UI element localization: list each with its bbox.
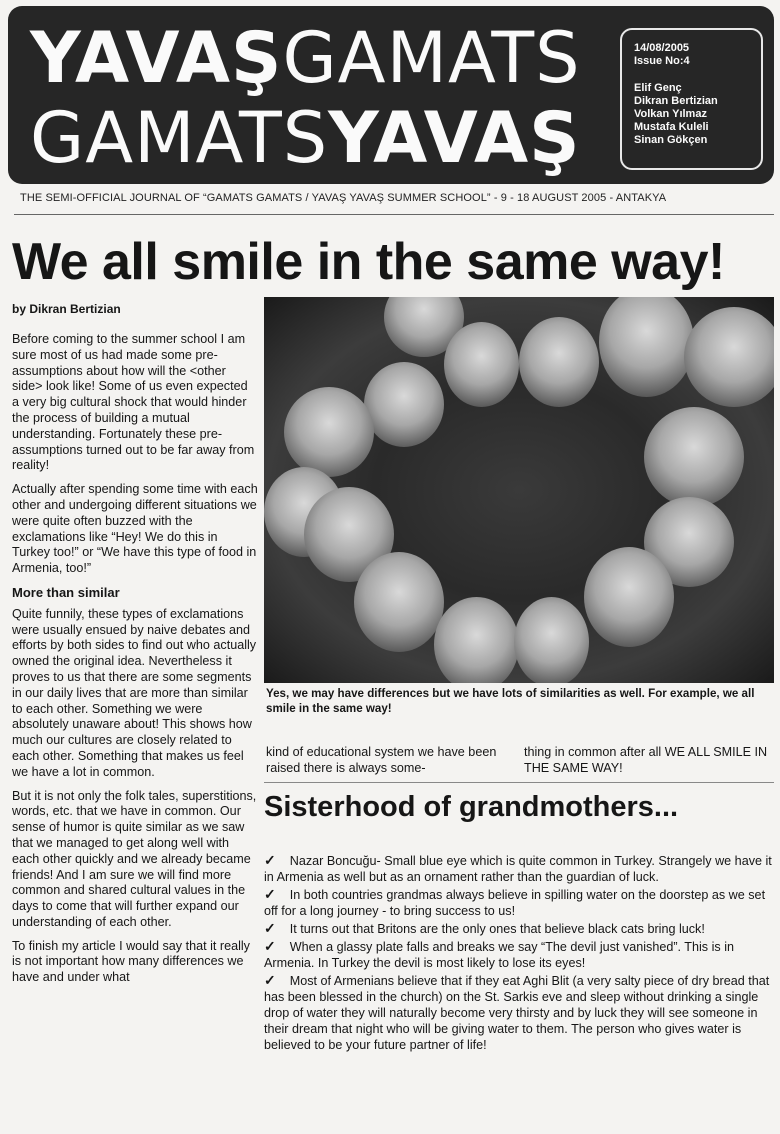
checkmark-icon: ✓ xyxy=(264,886,276,902)
article-paragraph: But it is not only the folk tales, superstitions, words, etc. that we have in common. Our sense of humor is quite similar as we saw that we managed to get along well with each other quickly and we already became friends! And I am sure we will find more common and shared cultural values in the days to come that will further expand our understanding of each other. xyxy=(12,788,257,929)
photo-face xyxy=(354,552,444,652)
list-item-text: In both countries grandmas always believe in spilling water on the doorstep as we set off for a long journey - to bring success to us! xyxy=(264,888,766,918)
list-item xyxy=(264,972,774,1053)
photo-face xyxy=(584,547,674,647)
editor-name: Dikran Bertizian xyxy=(634,95,718,107)
sidebar-title: Sisterhood of grandmothers... xyxy=(264,791,679,823)
list-item-text: Most of Armenians believe that if they eat Aghi Blit (a very salty piece of dry bread that has been blessed in the church) on the St. Sarkis eve and sleep without drinking a single drop of water they will naturally become very thirsty and by luck they will see someone in their dream that night who will be giving water to them. The person who gives water is believed to be your future partner of life! xyxy=(264,974,770,1052)
divider xyxy=(14,214,774,215)
photo-face xyxy=(284,387,374,477)
article-paragraph: Before coming to the summer school I am sure most of us had made some pre-assumptions about how will the <other side> look like! Some of us even expected a very big cultural shock that would hinder the process of building a mutual understanding. Fortunately these pre-assumptions turned out to be far away from reality! xyxy=(12,332,255,473)
photo-caption: Yes, we may have differences but we have lots of similarities as well. For example, we all smile in the same way! xyxy=(266,687,755,715)
list-item xyxy=(264,852,774,885)
photo-face xyxy=(684,307,774,407)
article-paragraph: Actually after spending some time with each other and undergoing different situations we were quite often buzzed with the exclamations like “Hey! We do this in Turkey too!” or “We have this type of food in Armenia, too!” xyxy=(12,482,258,576)
photo-face xyxy=(519,317,599,407)
editor-name: Elif Genç xyxy=(634,82,682,94)
article-subheading: More than similar xyxy=(12,584,120,600)
checkmark-icon: ✓ xyxy=(264,852,276,868)
article-paragraph: To finish my article I would say that it really is not important how many differences we have and under what xyxy=(12,938,250,985)
photo-face xyxy=(364,362,444,447)
list-item xyxy=(264,938,774,971)
article-body-column xyxy=(12,332,258,994)
group-photo xyxy=(264,297,774,683)
editor-name: Sinan Gökçen xyxy=(634,134,708,146)
issue-info-box xyxy=(620,28,763,170)
list-item xyxy=(264,886,774,919)
list-item xyxy=(264,920,774,937)
masthead xyxy=(8,6,774,184)
logo-word-yavas-1: YAVAŞ xyxy=(30,17,283,99)
article-continuation: thing in common after all WE ALL SMILE IN THE SAME WAY! xyxy=(524,745,768,775)
journal-logo xyxy=(30,18,581,178)
sidebar-checklist xyxy=(264,852,774,1054)
issue-date: 14/08/2005 xyxy=(634,42,690,54)
list-item-text: Nazar Boncuğu- Small blue eye which is quite common in Turkey. Strangely we have it in Armenia as well but as an ornament rather than the guardian of luck. xyxy=(264,854,772,884)
issue-number: Issue No:4 xyxy=(634,55,690,67)
checkmark-icon: ✓ xyxy=(264,938,276,954)
article-byline: by Dikran Bertizian xyxy=(12,302,121,316)
logo-word-yavas-2: YAVAŞ xyxy=(328,97,581,179)
checkmark-icon: ✓ xyxy=(264,972,276,988)
photo-face xyxy=(599,297,694,397)
photo-face xyxy=(444,322,519,407)
article-headline: We all smile in the same way! xyxy=(12,233,725,291)
list-item-text: It turns out that Britons are the only ones that believe black cats bring luck! xyxy=(289,922,705,936)
logo-word-gamats-1: GAMATS xyxy=(282,17,581,99)
editor-name: Mustafa Kuleli xyxy=(634,121,709,133)
logo-word-gamats-2: GAMATS xyxy=(30,97,329,179)
photo-face xyxy=(514,597,589,683)
list-item-text: When a glassy plate falls and breaks we say “The devil just vanished”. This is in Armenia. In Turkey the devil is most likely to lose its eyes! xyxy=(264,940,734,970)
photo-face xyxy=(434,597,519,683)
checkmark-icon: ✓ xyxy=(264,920,276,936)
editor-name: Volkan Yılmaz xyxy=(634,108,707,120)
article-paragraph: Quite funnily, these types of exclamations were usually ensued by naive debates and efforts by both sides to find out who actually owned the original idea. Nevertheless it proves to us that there are some segments in our daily lives that are more than similar to each other. Something we were absolutely unaware about! This shows how much our cultures are closely related to each other. Something that makes us feel we have a lot in common. xyxy=(12,606,257,779)
article-continuation: kind of educational system we have been raised there is always some- xyxy=(266,745,497,775)
photo-face xyxy=(644,407,744,507)
journal-tagline: THE SEMI-OFFICIAL JOURNAL OF “GAMATS GAMATS / YAVAŞ YAVAŞ SUMMER SCHOOL” - 9 - 18 AUGUST 2005 - ANTAKYA xyxy=(20,192,667,204)
divider xyxy=(264,782,774,783)
